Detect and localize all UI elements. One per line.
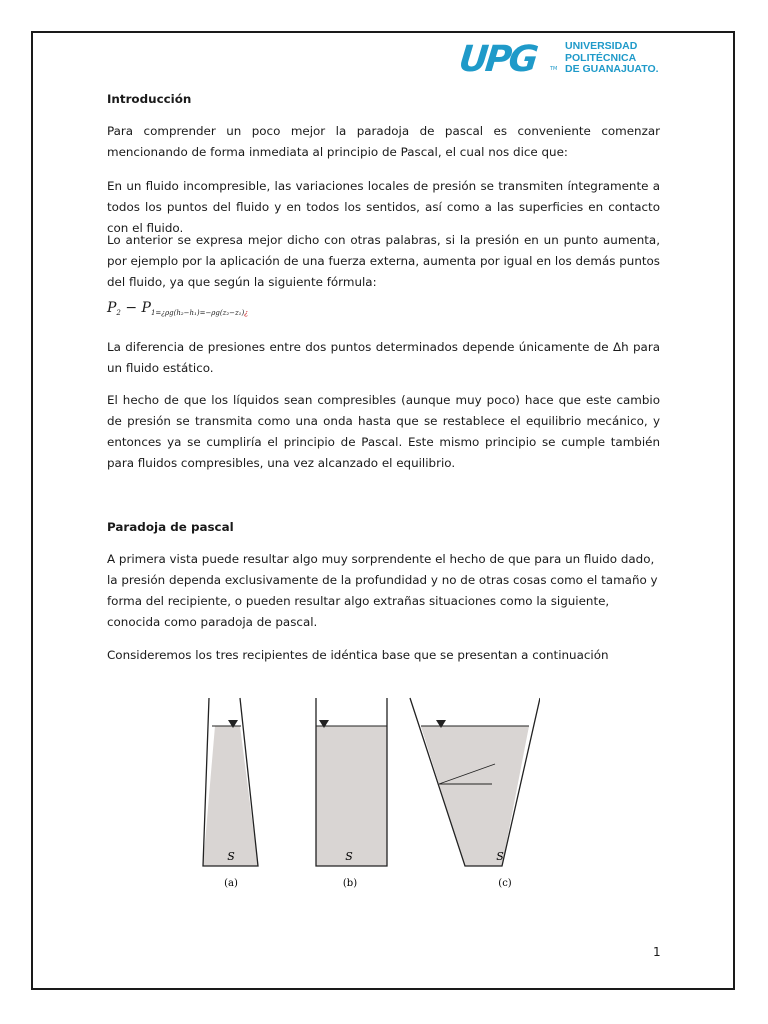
three-containers-figure xyxy=(195,690,540,890)
intro-paragraph-5 xyxy=(107,390,660,474)
formula-sub-2: 2 xyxy=(116,309,121,317)
base-label-c: S xyxy=(496,850,504,863)
caption-a: (a) xyxy=(224,878,238,889)
paragraph-text: El hecho de que los líquidos sean compresibles (aunque muy poco) hace que este cambio de presión se transmita como una onda hasta que se restablece el equilibrio mecánico, y entonces ya se cumpliría el principio de Pascal. Este mismo principio se cumple también para fluidos compresibles, una vez alcanzado el equilibrio. xyxy=(107,393,660,470)
paragraph-text: La diferencia de presiones entre dos puntos determinados depende únicamente de Δh para un fluido estático. xyxy=(107,340,660,375)
intro-paragraph-1 xyxy=(107,121,660,163)
formula-minus: − P xyxy=(125,300,151,316)
formula-tail: 1=¿ρg(h₂−h₁)=−ρg(z₂−z₁) xyxy=(150,309,245,317)
paragraph-text: Lo anterior se expresa mejor dicho con otras palabras, si la presión en un punto aumenta, por ejemplo por la aplicación de una fuerza externa, aumenta por igual en los demás puntos del fluido, ya que según la siguiente fórmula: xyxy=(107,233,660,289)
base-label-a: S xyxy=(227,850,235,863)
caption-c: (c) xyxy=(498,878,512,889)
container-b xyxy=(316,698,387,889)
logo-line: UNIVERSIDAD xyxy=(565,40,638,52)
logo-mark: UPG xyxy=(456,39,538,80)
fluid-c-body xyxy=(421,726,529,866)
container-c xyxy=(410,698,540,889)
intro-paragraph-4 xyxy=(107,337,660,379)
paradox-paragraph-1 xyxy=(107,549,660,633)
paradox-heading: Paradoja de pascal xyxy=(107,520,234,534)
fluid-b xyxy=(316,726,387,866)
intro-heading: Introducción xyxy=(107,92,192,106)
paragraph-text: Para comprender un poco mejor la paradoja de pascal es conveniente comenzar mencionando de forma inmediata al principio de Pascal, el cual nos dice que: xyxy=(107,124,660,159)
logo-text xyxy=(565,41,659,76)
fluid-a xyxy=(203,726,258,866)
logo-line: POLITÉCNICA xyxy=(565,51,637,64)
caption-b: (b) xyxy=(342,878,358,889)
intro-paragraph-3 xyxy=(107,230,660,293)
base-label-b: S xyxy=(345,850,353,863)
paragraph-text: Consideremos los tres recipientes de idéntica base que se presentan a continuación xyxy=(107,648,609,662)
container-a xyxy=(203,698,258,889)
logo-line: DE GUANAJUATO. xyxy=(565,63,659,75)
paradox-paragraph-2 xyxy=(107,645,660,666)
paragraph-text: En un fluido incompresible, las variaciones locales de presión se transmiten íntegramente a todos los puntos del fluido y en todos los sentidos, así como a las superficies en contacto con el fluido. xyxy=(107,179,660,235)
formula-red-mark: ¿ xyxy=(244,309,248,317)
paragraph-text: A primera vista puede resultar algo muy sorprendente el hecho de que para un fluido dado, la presión dependa exclusivamente de la profundidad y no de otras cosas como el tamaño y forma del recipiente, o pueden resultar algo extrañas situaciones como la siguiente, conocida como paradoja de pascal. xyxy=(107,552,658,629)
logo-trademark: TM xyxy=(550,66,558,72)
pressure-formula xyxy=(107,300,248,317)
page-number: 1 xyxy=(653,945,661,959)
formula-p: P xyxy=(107,300,117,316)
university-logo xyxy=(456,39,669,80)
